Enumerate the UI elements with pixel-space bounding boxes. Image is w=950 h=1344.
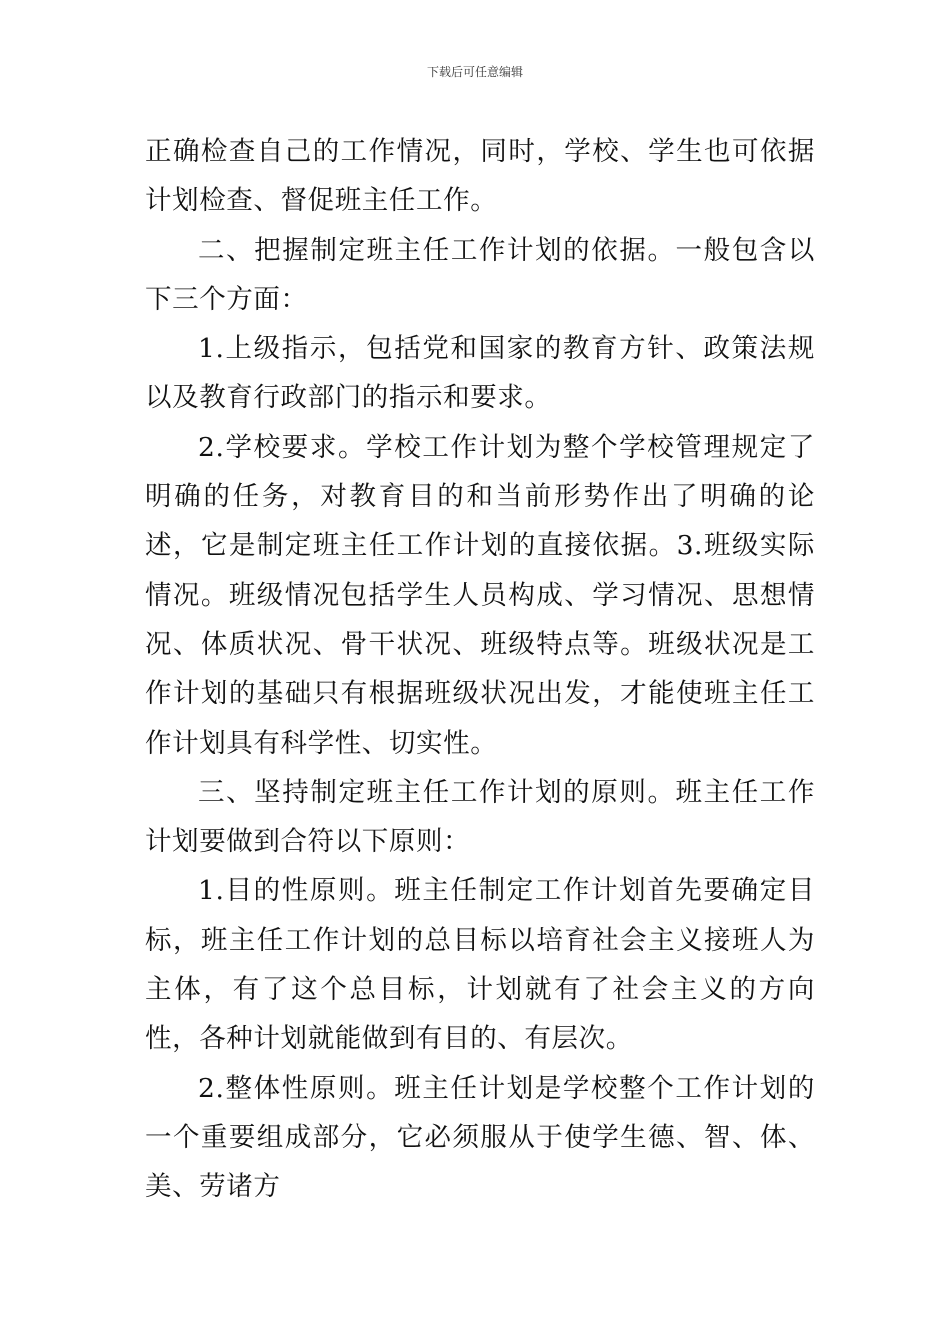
paragraph-item-school-requirements: 2.学校要求。学校工作计划为整个学校管理规定了明确的任务，对教育目的和当前形势作出了明确的论述，它是制定班主任工作计划的直接依据。3.班级实际情况。班级情况包括学生人员构成、学习情况、思想情况、体质状况、骨干状况、班级特点等。班级状况是工作计划的基础只有根据班级状况出发，才能使班主任工作计划具有科学性、切实性。 [145, 431, 815, 759]
paragraph-item-purpose-principle: 1.目的性原则。班主任制定工作计划首先要确定目标，班主任工作计划的总目标以培育社会主义接班人为主体，有了这个总目标，计划就有了社会主义的方向性，各种计划就能做到有目的、有层次。 [145, 875, 815, 1055]
page-header-note: 下载后可任意编辑 [426, 65, 523, 79]
paragraph-section-two-heading: 二、把握制定班主任工作计划的依据。一般包含以下三个方面： [145, 234, 815, 315]
paragraph-section-three-heading: 三、坚持制定班主任工作计划的原则。班主任工作计划要做到合符以下原则： [145, 776, 815, 858]
paragraph-item-superior-instructions: 1.上级指示，包括党和国家的教育方针、政策法规以及教育行政部门的指示和要求。 [145, 333, 815, 414]
paragraph-item-integrity-principle: 2.整体性原则。班主任计划是学校整个工作计划的一个重要组成部分，它必须服从于使学生德、智、体、美、劳诸方 [145, 1072, 815, 1203]
paragraph-continuation: 正确检查自己的工作情况，同时，学校、学生也可依据计划检查、督促班主任工作。 [145, 136, 815, 217]
document-body [145, 127, 815, 1212]
